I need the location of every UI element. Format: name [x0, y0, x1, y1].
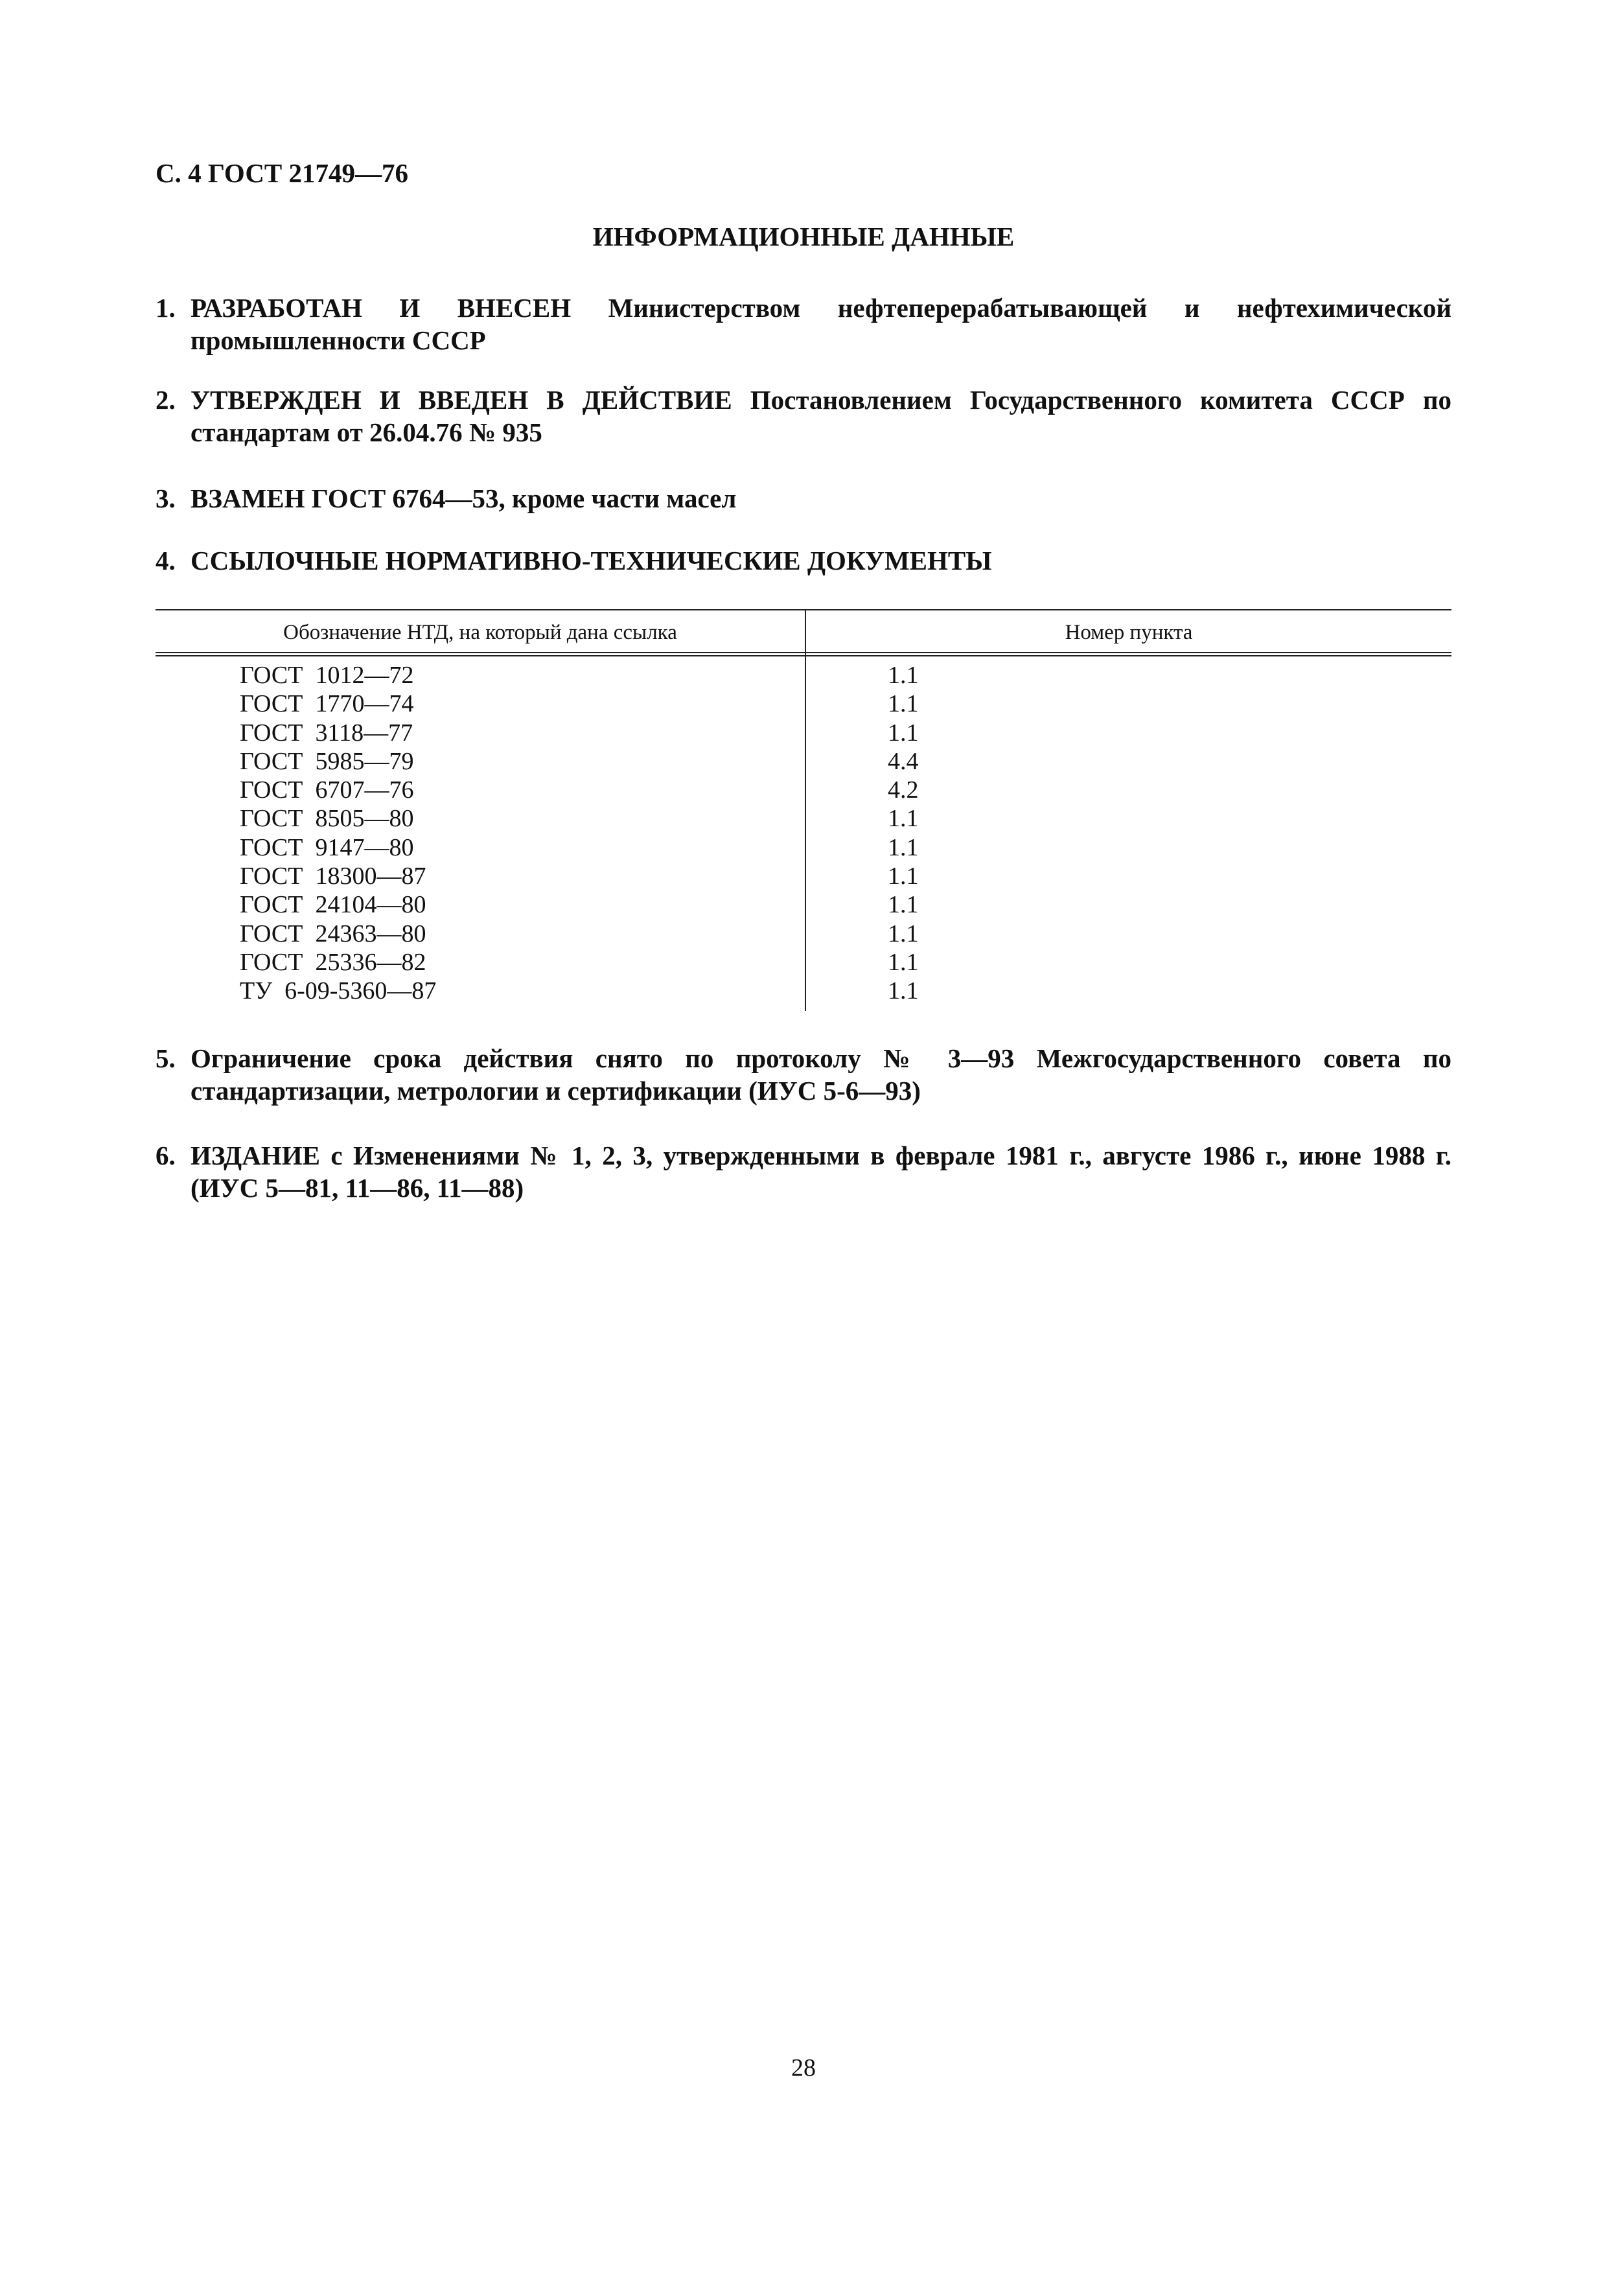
cell-clause: 1.1 [888, 662, 919, 689]
page-number: 28 [791, 2054, 816, 2081]
info-item-3 [156, 482, 1451, 515]
document-title: ИНФОРМАЦИОННЫЕ ДАННЫЕ [592, 222, 1015, 251]
item-text: Ограничение срока действия снято по протоколу № 3—93 Межгосударственного совета по стандартизации, метрологии и сертификации (ИУС 5-6—93) [191, 1043, 1451, 1106]
cell-document: ГОСТ 5985—79 [240, 747, 414, 775]
info-item-2 [156, 384, 1451, 448]
cell-document: ГОСТ 24363—80 [240, 920, 426, 947]
table-row [156, 804, 1451, 833]
table-row [156, 776, 1451, 804]
item-number: 6. [156, 1141, 176, 1170]
table-row [156, 747, 1451, 776]
cell-clause: 4.4 [888, 747, 919, 775]
item-text: РАЗРАБОТАН И ВНЕСЕН Министерством нефтеперерабатывающей и нефтехимической промышленности СССР [191, 293, 1451, 355]
table-row [156, 690, 1451, 718]
cell-clause: 4.2 [888, 776, 919, 804]
table-row [156, 920, 1451, 948]
table-header-document: Обозначение НТД, на который дана ссылка [283, 621, 677, 644]
cell-document: ГОСТ 1012—72 [240, 662, 414, 689]
cell-clause: 1.1 [888, 891, 919, 919]
item-text: ССЫЛОЧНЫЕ НОРМАТИВНО-ТЕХНИЧЕСКИЕ ДОКУМЕНТЫ [191, 546, 992, 575]
item-text: ВЗАМЕН ГОСТ 6764—53, кроме части масел [191, 483, 737, 513]
table-row [156, 833, 1451, 862]
cell-document: ГОСТ 6707—76 [240, 776, 414, 804]
table-row [156, 661, 1451, 690]
cell-clause: 1.1 [888, 863, 919, 890]
cell-clause: 1.1 [888, 833, 919, 861]
table-row [156, 948, 1451, 977]
cell-document: ТУ 6-09-5360—87 [240, 977, 437, 1005]
item-text: ИЗДАНИЕ с Изменениями № 1, 2, 3, утвержденными в феврале 1981 г., августе 1986 г., июне 1988 г. (ИУС 5—81, 11—86, 11—88) [191, 1141, 1451, 1203]
table-row [156, 890, 1451, 919]
info-item-6 [156, 1139, 1451, 1204]
reference-documents-table [156, 609, 1451, 1011]
cell-document: ГОСТ 25336—82 [240, 948, 426, 976]
item-number: 1. [156, 293, 176, 323]
item-number: 5. [156, 1043, 176, 1073]
table-body [156, 661, 1451, 1006]
cell-document: ГОСТ 24104—80 [240, 891, 426, 919]
cell-document: ГОСТ 9147—80 [240, 833, 414, 861]
table-row [156, 977, 1451, 1005]
cell-clause: 1.1 [888, 690, 919, 718]
table-row [156, 862, 1451, 890]
cell-clause: 1.1 [888, 920, 919, 947]
item-number: 4. [156, 546, 176, 575]
item-number: 3. [156, 483, 176, 513]
cell-clause: 1.1 [888, 948, 919, 976]
cell-document: ГОСТ 1770—74 [240, 690, 414, 718]
table-row [156, 719, 1451, 747]
info-item-1 [156, 292, 1451, 356]
cell-clause: 1.1 [888, 805, 919, 833]
item-number: 2. [156, 385, 176, 415]
page-header: С. 4 ГОСТ 21749—76 [156, 158, 409, 188]
table-header-double-rule [156, 652, 1451, 656]
item-text: УТВЕРЖДЕН И ВВЕДЕН В ДЕЙСТВИЕ Постановлением Государственного комитета СССР по стандартам от 26.04.76 № 935 [191, 385, 1451, 447]
table-header-clause: Номер пункта [1065, 621, 1193, 644]
cell-clause: 1.1 [888, 977, 919, 1005]
cell-document: ГОСТ 8505—80 [240, 805, 414, 833]
info-item-5 [156, 1042, 1451, 1107]
cell-document: ГОСТ 3118—77 [240, 719, 413, 747]
cell-clause: 1.1 [888, 719, 919, 747]
info-item-4 [156, 544, 1451, 577]
table-top-rule [156, 609, 1451, 610]
cell-document: ГОСТ 18300—87 [240, 863, 426, 890]
